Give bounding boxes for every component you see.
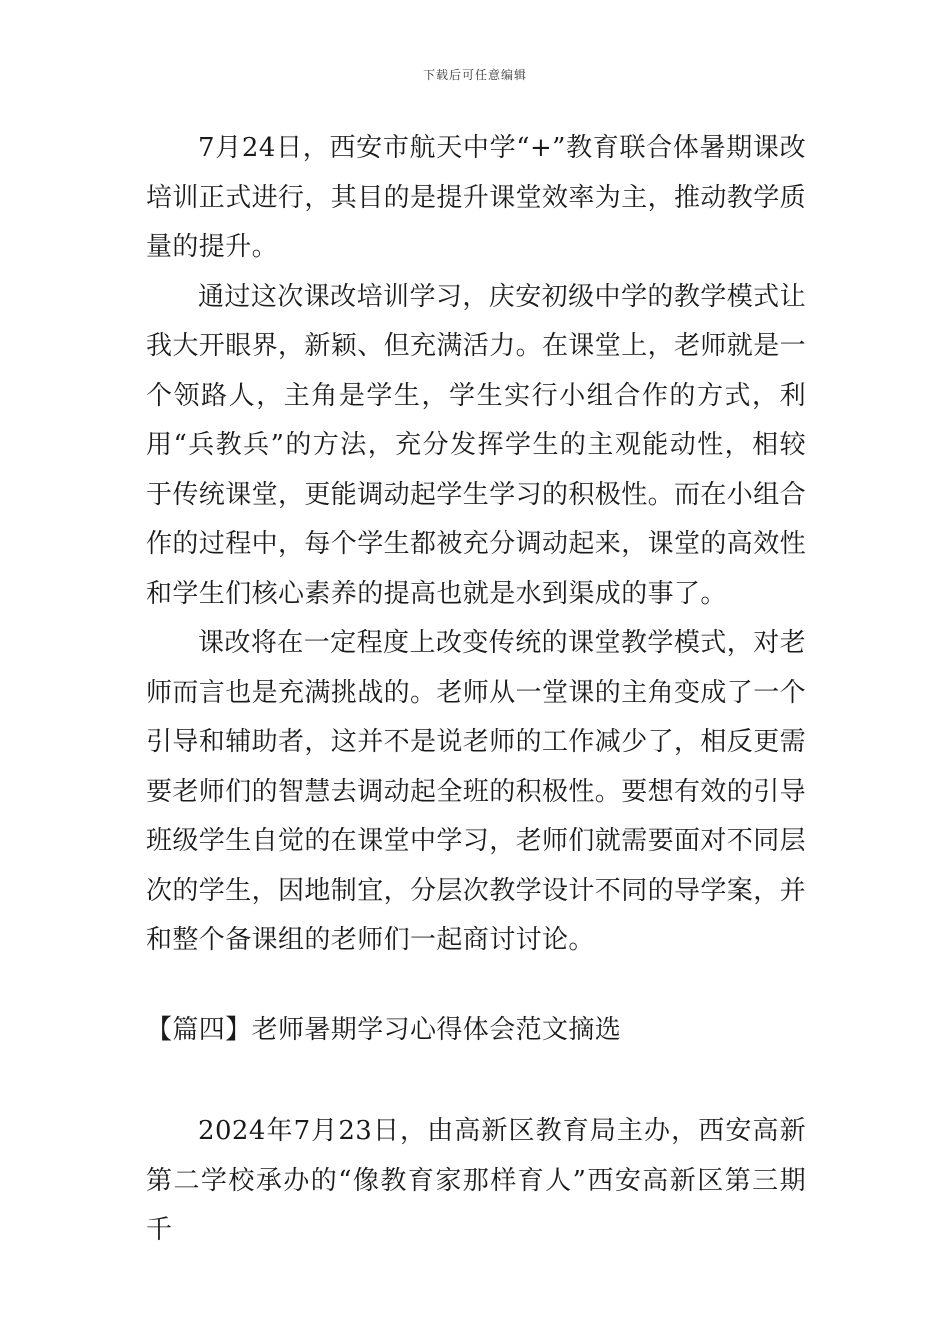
paragraph-2: 通过这次课改培训学习，庆安初级中学的教学模式让我大开眼界，新颖、但充满活力。在课堂上，老师就是一个领路人，主角是学生，学生实行小组合作的方式，利用“兵教兵”的方法，充分发挥学生的主观能动性，相较于传统课堂，更能调动起学生学习的积极性。而在小组合作的过程中，每个学生都被充分调动起来，课堂的高效性和学生们核心素养的提高也就是水到渠成的事了。 (146, 281, 807, 609)
paragraph-1: 7月24日，西安市航天中学“+”教育联合体暑期课改培训正式进行，其目的是提升课堂效率为主，推动教学质量的提升。 (146, 133, 807, 262)
document-body (146, 124, 806, 1256)
page-header-note: 下载后可任意编辑 (422, 68, 527, 82)
section-paragraph: 2024年7月23日，由高新区教育局主办，西安高新第二学校承办的“像教育家那样育人”西安高新区第三期千 (146, 1116, 806, 1245)
paragraph-3: 课改将在一定程度上改变传统的课堂教学模式，对老师而言也是充满挑战的。老师从一堂课的主角变成了一个引导和辅助者，这并不是说老师的工作减少了，相反更需要老师们的智慧去调动起全班的积极性。要想有效的引导班级学生自觉的在课堂中学习，老师们就需要面对不同层次的学生，因地制宜，分层次教学设计不同的导学案，并和整个备课组的老师们一起商讨讨论。 (146, 628, 807, 955)
section-heading: 【篇四】老师暑期学习心得体会范文摘选 (146, 1014, 622, 1045)
